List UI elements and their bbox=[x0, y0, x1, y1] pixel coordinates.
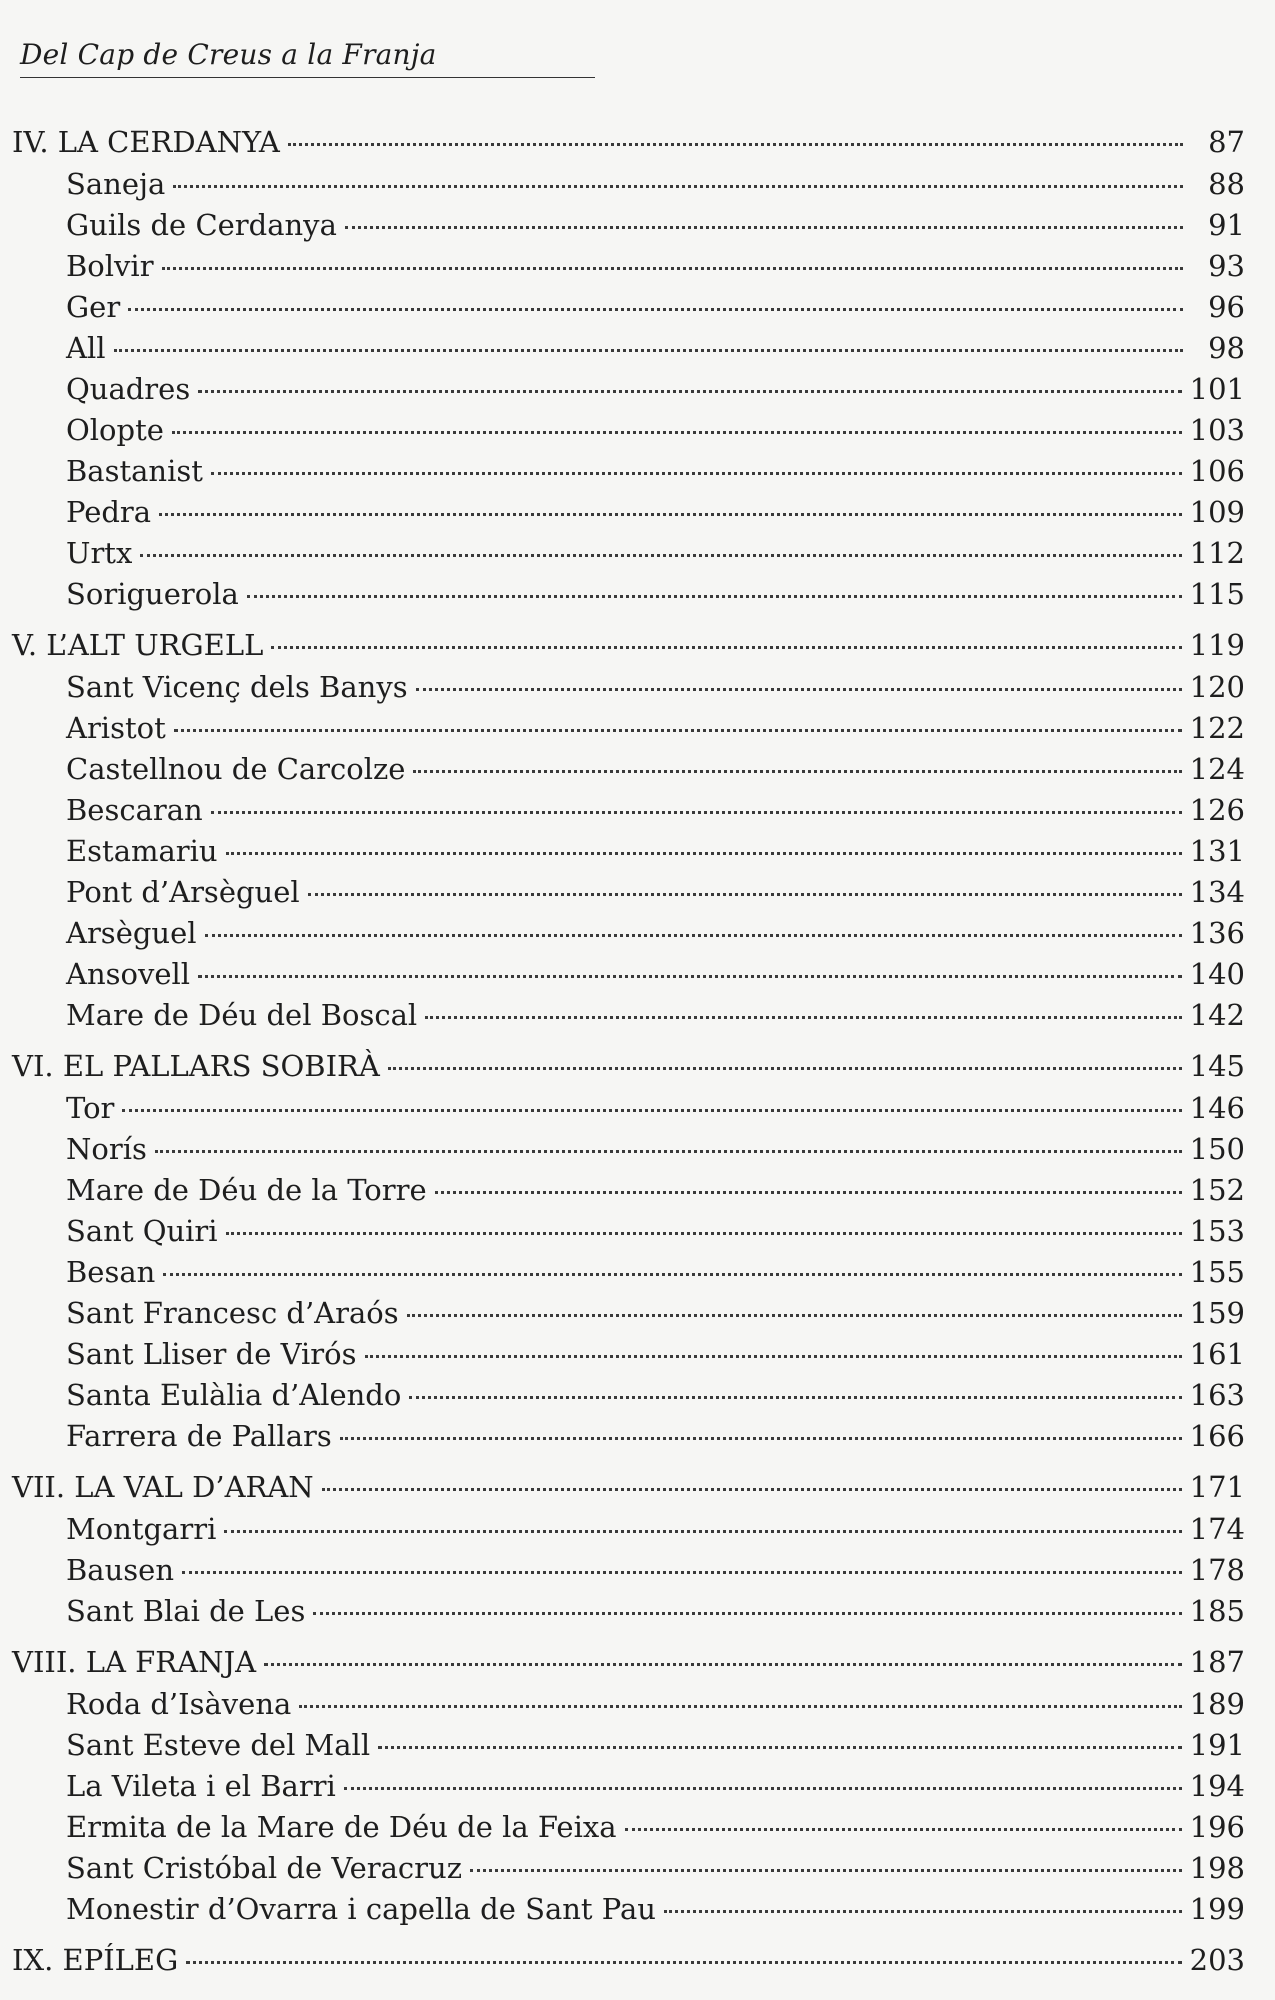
toc-entry bbox=[12, 1725, 1245, 1766]
dot-leader bbox=[409, 1396, 1181, 1399]
toc-entry bbox=[12, 287, 1245, 328]
page-number: 124 bbox=[1189, 752, 1245, 786]
toc-entry-label: Guils de Cerdanya bbox=[66, 208, 337, 242]
page-number: 145 bbox=[1189, 1049, 1245, 1083]
page-number: 140 bbox=[1189, 957, 1245, 991]
dot-leader bbox=[226, 852, 1182, 855]
dot-leader bbox=[345, 226, 1183, 229]
toc-entry bbox=[12, 1807, 1245, 1848]
toc-entry bbox=[12, 246, 1245, 287]
page-number: 150 bbox=[1189, 1132, 1245, 1166]
toc-entry-label: Ermita de la Mare de Déu de la Feixa bbox=[66, 1810, 617, 1844]
toc-entry-label: Saneja bbox=[66, 167, 166, 201]
toc-section bbox=[12, 1044, 1245, 1457]
toc-entry bbox=[12, 1684, 1245, 1725]
dot-leader bbox=[378, 1746, 1182, 1749]
dot-leader bbox=[172, 431, 1182, 434]
toc-entry-label: Sant Vicenç dels Banys bbox=[66, 670, 408, 704]
toc-entry-label: Sant Quiri bbox=[66, 1214, 218, 1248]
toc-section bbox=[12, 1938, 1245, 1982]
toc-chapter bbox=[12, 1938, 1245, 1982]
toc-entry-label: Bescaran bbox=[66, 793, 203, 827]
page-number: 93 bbox=[1208, 249, 1245, 283]
dot-leader bbox=[182, 1571, 1182, 1574]
toc-entry-label: Montgarri bbox=[66, 1512, 217, 1546]
toc-entry bbox=[12, 533, 1245, 574]
dot-leader bbox=[226, 1232, 1182, 1235]
toc-entry-label: Roda d’Isàvena bbox=[66, 1687, 292, 1721]
toc-entry-label: Aristot bbox=[66, 711, 166, 745]
toc-entry-label: All bbox=[66, 331, 106, 365]
dot-leader bbox=[205, 934, 1182, 937]
toc-entry-label: Monestir d’Ovarra i capella de Sant Pau bbox=[66, 1892, 656, 1926]
page-number: 96 bbox=[1208, 290, 1245, 324]
toc-chapter bbox=[12, 1640, 1245, 1684]
page-number: 189 bbox=[1189, 1687, 1245, 1721]
toc-entry bbox=[12, 164, 1245, 205]
page-number: 91 bbox=[1208, 208, 1245, 242]
toc-entry-label: Urtx bbox=[66, 536, 133, 570]
toc-entry bbox=[12, 667, 1245, 708]
dot-leader bbox=[344, 1787, 1182, 1790]
toc-entry bbox=[12, 1129, 1245, 1170]
toc-entry-label: Castellnou de Carcolze bbox=[66, 752, 406, 786]
page-number: 171 bbox=[1189, 1470, 1245, 1504]
page-number: 112 bbox=[1189, 536, 1245, 570]
page-number: 187 bbox=[1189, 1645, 1245, 1679]
page-number: 126 bbox=[1189, 793, 1245, 827]
toc-entry-label: Bastanist bbox=[66, 454, 203, 488]
dot-leader bbox=[155, 1150, 1182, 1153]
toc-entry bbox=[12, 913, 1245, 954]
page-number: 159 bbox=[1189, 1296, 1245, 1330]
toc-entry bbox=[12, 1211, 1245, 1252]
toc-entry bbox=[12, 831, 1245, 872]
toc-chapter-label: IX. EPÍLEG bbox=[12, 1943, 179, 1977]
toc-entry bbox=[12, 328, 1245, 369]
toc-entry-label: Sant Blai de Les bbox=[66, 1594, 306, 1628]
toc-chapter bbox=[12, 623, 1245, 667]
toc-entry-label: Bolvir bbox=[66, 249, 154, 283]
page-number: 194 bbox=[1189, 1769, 1245, 1803]
toc-entry bbox=[12, 369, 1245, 410]
toc-entry-label: Ansovell bbox=[66, 957, 191, 991]
toc-section bbox=[12, 120, 1245, 615]
dot-leader bbox=[416, 688, 1182, 691]
toc-entry-label: Farrera de Pallars bbox=[66, 1419, 332, 1453]
toc-entry-label: Estamariu bbox=[66, 834, 218, 868]
toc-entry bbox=[12, 872, 1245, 913]
toc-chapter bbox=[12, 1044, 1245, 1088]
page-number: 134 bbox=[1189, 875, 1245, 909]
toc-entry bbox=[12, 1334, 1245, 1375]
page-number: 109 bbox=[1189, 495, 1245, 529]
dot-leader bbox=[264, 1663, 1182, 1666]
toc-chapter-label: VII. LA VAL D’ARAN bbox=[12, 1470, 314, 1504]
toc-chapter-label: VIII. LA FRANJA bbox=[12, 1645, 257, 1679]
dot-leader bbox=[365, 1355, 1182, 1358]
dot-leader bbox=[128, 308, 1183, 311]
page-number: 163 bbox=[1189, 1378, 1245, 1412]
toc-entry bbox=[12, 1088, 1245, 1129]
dot-leader bbox=[340, 1437, 1182, 1440]
toc-entry bbox=[12, 492, 1245, 533]
dot-leader bbox=[388, 1067, 1182, 1070]
page-number: 199 bbox=[1189, 1892, 1245, 1926]
dot-leader bbox=[186, 1961, 1181, 1964]
toc-entry bbox=[12, 1416, 1245, 1457]
dot-leader bbox=[313, 1612, 1181, 1615]
dot-leader bbox=[198, 975, 1182, 978]
page-number: 120 bbox=[1189, 670, 1245, 704]
dot-leader bbox=[322, 1488, 1182, 1491]
toc-entry-label: Pont d’Arsèguel bbox=[66, 875, 300, 909]
dot-leader bbox=[271, 646, 1181, 649]
page-number: 87 bbox=[1208, 125, 1245, 159]
dot-leader bbox=[625, 1828, 1182, 1831]
page-number: 161 bbox=[1189, 1337, 1245, 1371]
page-number: 119 bbox=[1189, 628, 1245, 662]
toc-entry-label: La Vileta i el Barri bbox=[66, 1769, 336, 1803]
page-number: 88 bbox=[1208, 167, 1245, 201]
dot-leader bbox=[407, 1314, 1182, 1317]
toc-entry-label: Mare de Déu de la Torre bbox=[66, 1173, 427, 1207]
page-number: 153 bbox=[1189, 1214, 1245, 1248]
toc-entry-label: Quadres bbox=[66, 372, 191, 406]
dot-leader bbox=[308, 893, 1182, 896]
dot-leader bbox=[470, 1869, 1182, 1872]
toc-entry bbox=[12, 1375, 1245, 1416]
toc-entry-label: Norís bbox=[66, 1132, 147, 1166]
toc-entry-label: Sant Esteve del Mall bbox=[66, 1728, 371, 1762]
toc-entry-label: Besan bbox=[66, 1255, 156, 1289]
toc-entry-label: Olopte bbox=[66, 413, 164, 447]
toc-chapter-label: VI. EL PALLARS SOBIRÀ bbox=[12, 1049, 380, 1083]
page-number: 106 bbox=[1189, 454, 1245, 488]
toc-entry bbox=[12, 1293, 1245, 1334]
dot-leader bbox=[198, 390, 1181, 393]
toc-section bbox=[12, 623, 1245, 1036]
dot-leader bbox=[159, 513, 1182, 516]
dot-leader bbox=[413, 770, 1181, 773]
toc-entry bbox=[12, 708, 1245, 749]
dot-leader bbox=[299, 1705, 1181, 1708]
page-number: 198 bbox=[1189, 1851, 1245, 1885]
toc-entry-label: Tor bbox=[66, 1091, 115, 1125]
toc-entry-label: Sant Lliser de Virós bbox=[66, 1337, 357, 1371]
toc-entry bbox=[12, 451, 1245, 492]
toc-section bbox=[12, 1465, 1245, 1632]
page-number: 146 bbox=[1189, 1091, 1245, 1125]
page-number: 196 bbox=[1189, 1810, 1245, 1844]
toc-entry-label: Sant Francesc d’Araós bbox=[66, 1296, 399, 1330]
toc-entry-label: Sant Cristóbal de Veracruz bbox=[66, 1851, 462, 1885]
page-number: 166 bbox=[1189, 1419, 1245, 1453]
page-number: 136 bbox=[1189, 916, 1245, 950]
toc-chapter bbox=[12, 1465, 1245, 1509]
page-number: 103 bbox=[1189, 413, 1245, 447]
toc-entry bbox=[12, 954, 1245, 995]
dot-leader bbox=[247, 595, 1182, 598]
dot-leader bbox=[114, 349, 1184, 352]
page-number: 185 bbox=[1189, 1594, 1245, 1628]
toc-entry bbox=[12, 410, 1245, 451]
dot-leader bbox=[122, 1109, 1181, 1112]
dot-leader bbox=[288, 143, 1183, 146]
dot-leader bbox=[425, 1016, 1181, 1019]
toc-chapter-label: IV. LA CERDANYA bbox=[12, 125, 280, 159]
page-number: 178 bbox=[1189, 1553, 1245, 1587]
toc-entry-label: Arsèguel bbox=[66, 916, 197, 950]
page-number: 122 bbox=[1189, 711, 1245, 745]
page-number: 152 bbox=[1189, 1173, 1245, 1207]
dot-leader bbox=[224, 1530, 1181, 1533]
page-number: 98 bbox=[1208, 331, 1245, 365]
toc-chapter-label: V. L’ALT URGELL bbox=[12, 628, 264, 662]
page-number: 115 bbox=[1189, 577, 1245, 611]
toc-entry-label: Bausen bbox=[66, 1553, 174, 1587]
dot-leader bbox=[211, 811, 1182, 814]
toc-entry bbox=[12, 790, 1245, 831]
page-number: 203 bbox=[1189, 1943, 1245, 1977]
toc-entry bbox=[12, 205, 1245, 246]
dot-leader bbox=[162, 267, 1183, 270]
dot-leader bbox=[174, 729, 1182, 732]
toc-entry bbox=[12, 1170, 1245, 1211]
toc-entry-label: Santa Eulàlia d’Alendo bbox=[66, 1378, 402, 1412]
dot-leader bbox=[211, 472, 1182, 475]
dot-leader bbox=[664, 1910, 1182, 1913]
dot-leader bbox=[435, 1191, 1182, 1194]
dot-leader bbox=[173, 185, 1183, 188]
toc-section bbox=[12, 1640, 1245, 1930]
table-of-contents bbox=[12, 120, 1245, 1990]
dot-leader bbox=[140, 554, 1181, 557]
toc-entry bbox=[12, 574, 1245, 615]
toc-entry bbox=[12, 1591, 1245, 1632]
toc-entry bbox=[12, 1252, 1245, 1293]
page-number: 191 bbox=[1189, 1728, 1245, 1762]
toc-entry bbox=[12, 1766, 1245, 1807]
page-number: 174 bbox=[1189, 1512, 1245, 1546]
running-head: Del Cap de Creus a la Franja bbox=[20, 38, 595, 78]
page-number: 155 bbox=[1189, 1255, 1245, 1289]
toc-entry bbox=[12, 1848, 1245, 1889]
toc-entry-label: Ger bbox=[66, 290, 121, 324]
dot-leader bbox=[163, 1273, 1181, 1276]
toc-entry bbox=[12, 1509, 1245, 1550]
toc-entry-label: Mare de Déu del Boscal bbox=[66, 998, 418, 1032]
toc-entry bbox=[12, 749, 1245, 790]
toc-entry-label: Pedra bbox=[66, 495, 152, 529]
toc-chapter bbox=[12, 120, 1245, 164]
page-number: 131 bbox=[1189, 834, 1245, 868]
toc-entry bbox=[12, 995, 1245, 1036]
toc-entry bbox=[12, 1550, 1245, 1591]
page-number: 142 bbox=[1189, 998, 1245, 1032]
toc-entry-label: Soriguerola bbox=[66, 577, 239, 611]
page-number: 101 bbox=[1189, 372, 1245, 406]
toc-entry bbox=[12, 1889, 1245, 1930]
